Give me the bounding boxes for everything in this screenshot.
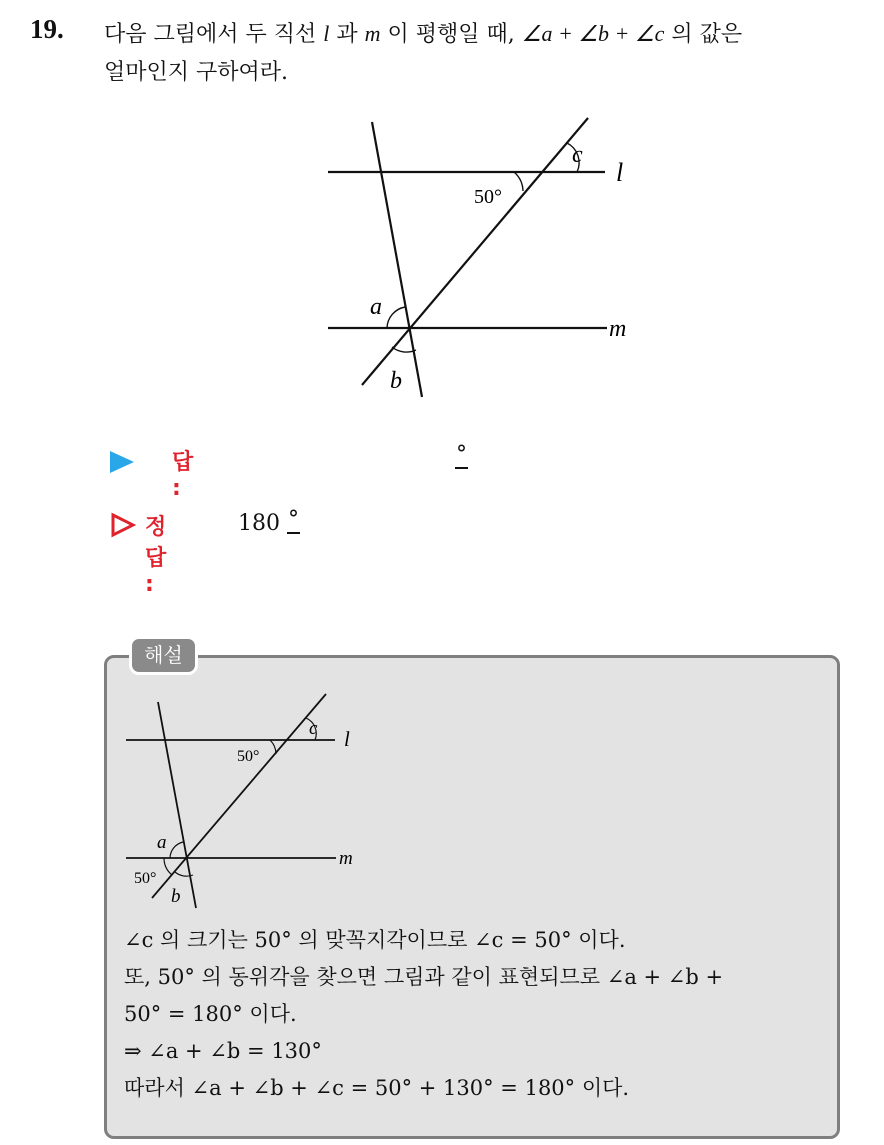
label-m: m	[339, 848, 353, 869]
angle-arc-a	[387, 307, 405, 328]
outline-triangle-icon	[110, 512, 136, 538]
explanation-line-4: ⇒ ∠a + ∠b = 130°	[124, 1039, 322, 1063]
explanation-figure	[120, 690, 360, 910]
question-line-2: 얼마인지 구하여라.	[104, 60, 289, 85]
var-m: m	[364, 21, 381, 46]
transversal-steep	[372, 122, 422, 397]
transversal-steep	[158, 702, 196, 908]
answer-label: 답 :	[172, 450, 194, 501]
label-b: b	[171, 886, 181, 907]
label-l: l	[344, 727, 350, 751]
question-text	[104, 15, 874, 92]
question-number: 19.	[30, 14, 64, 44]
explanation-line-3: 50° = 180° 이다.	[124, 1002, 297, 1026]
explanation-text	[124, 922, 834, 1107]
question-text-part: 이 평행일 때,	[380, 22, 522, 47]
label-m: m	[609, 316, 627, 342]
correct-answer-degree: °	[288, 507, 299, 532]
parallel-lines-figure	[320, 110, 660, 410]
label-50: 50°	[474, 186, 502, 208]
question-text-part: 과	[329, 22, 365, 47]
label-b: b	[390, 368, 402, 394]
explanation-line-5: 따라서 ∠a + ∠b + ∠c = 50° + 130° = 180° 이다.	[124, 1076, 630, 1100]
label-c: c	[309, 718, 318, 739]
label-50-bottom: 50°	[134, 870, 157, 887]
angle-expression: ∠a + ∠b + ∠c	[521, 21, 665, 46]
label-a: a	[157, 832, 167, 853]
explanation-tab: 해설	[129, 636, 198, 675]
angle-arc-a	[170, 842, 183, 858]
correct-answer-label: 정답 :	[145, 515, 167, 597]
transversal-diagonal	[152, 694, 326, 898]
question-text-part: 의 값은	[664, 22, 743, 47]
explanation-line-2: 또, 50° 의 동위각을 찾으면 그림과 같이 표현되므로 ∠a + ∠b +	[124, 965, 724, 989]
var-l: l	[323, 21, 330, 46]
explanation-line-1: ∠c 의 크기는 50° 의 맞꼭지각이므로 ∠c = 50° 이다.	[124, 928, 626, 952]
angle-arc-50-top	[270, 740, 276, 754]
angle-arc-50-bottom	[164, 858, 172, 875]
answer-degree-blank[interactable]: °	[456, 442, 467, 467]
question-line-1	[104, 15, 874, 54]
label-l: l	[616, 158, 624, 187]
angle-arc-50	[514, 172, 523, 191]
question-text-part: 다음 그림에서 두 직선	[104, 22, 324, 47]
play-triangle-icon	[110, 451, 134, 473]
label-a: a	[370, 294, 382, 320]
label-50-top: 50°	[237, 748, 260, 765]
label-c: c	[572, 142, 583, 168]
correct-answer-value: 180	[238, 511, 280, 536]
